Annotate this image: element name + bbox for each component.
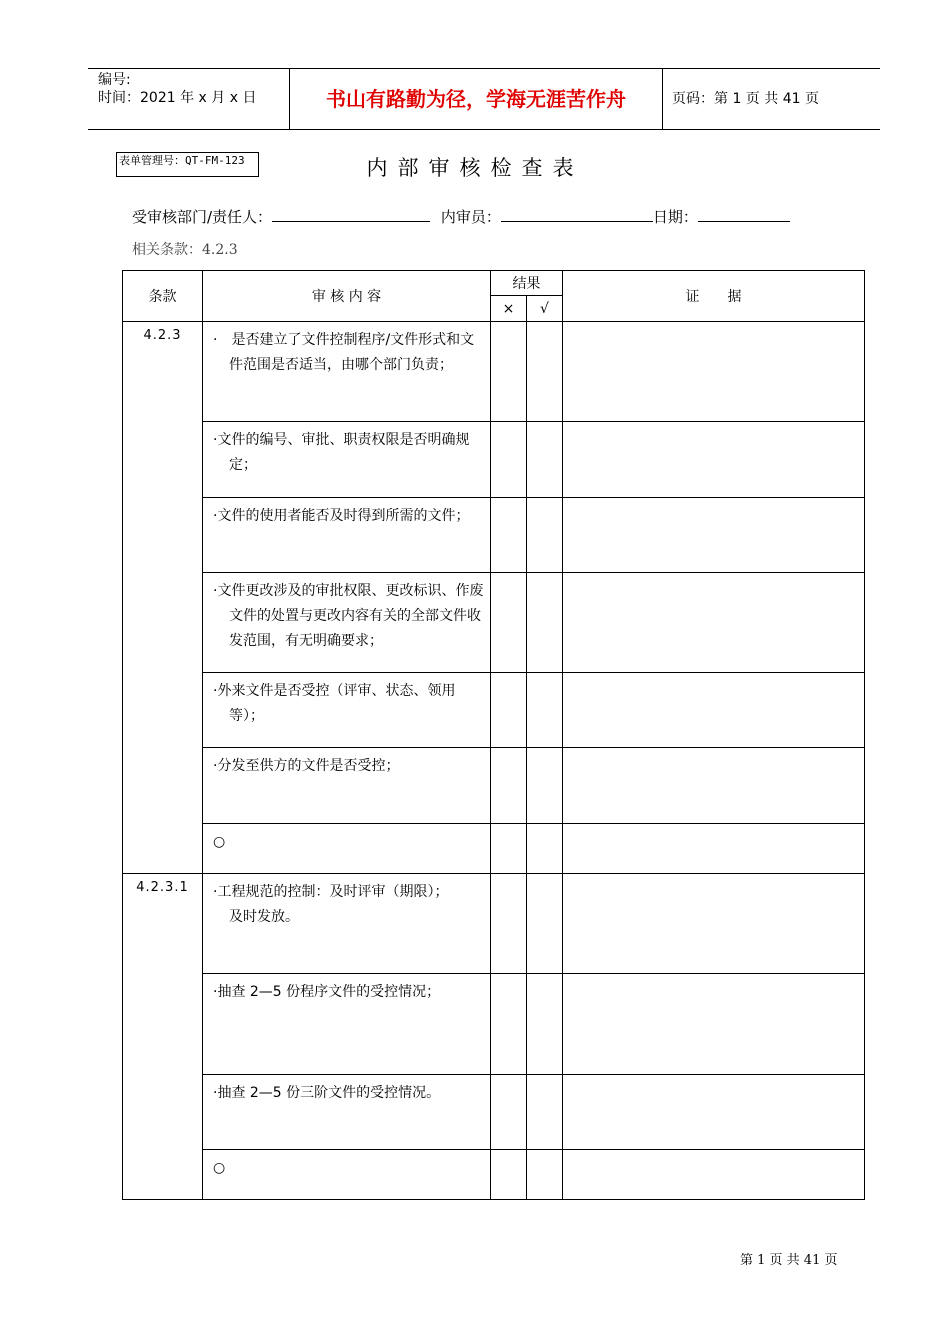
table-row	[123, 824, 865, 874]
result-fail-cell[interactable]	[491, 824, 527, 874]
header-pass: √	[527, 296, 563, 322]
result-pass-cell[interactable]	[527, 322, 563, 422]
header-motto: 书山有路勤为径，学海无涯苦作舟	[326, 87, 626, 111]
header-result: 结果	[491, 271, 563, 296]
table-row	[123, 1075, 865, 1150]
evidence-cell[interactable]	[563, 824, 865, 874]
evidence-cell[interactable]	[563, 748, 865, 824]
table-row	[123, 673, 865, 748]
table-row	[123, 322, 865, 422]
result-pass-cell[interactable]	[527, 422, 563, 498]
header-divider	[662, 69, 663, 129]
audit-item	[203, 1075, 491, 1150]
evidence-cell[interactable]	[563, 673, 865, 748]
audit-item-text: ·分发至供方的文件是否受控；	[213, 758, 400, 774]
audit-item-text: ·工程规范的控制：及时评审（期限）； 及时发放。	[213, 884, 449, 925]
result-pass-cell[interactable]	[527, 824, 563, 874]
result-fail-cell[interactable]	[491, 874, 527, 974]
result-fail-cell[interactable]	[491, 974, 527, 1075]
result-pass-cell[interactable]	[527, 874, 563, 974]
audit-item	[203, 874, 491, 974]
header-page-info: 页码：第 1 页 共 41 页	[672, 91, 819, 107]
result-fail-cell[interactable]	[491, 1075, 527, 1150]
audit-item	[203, 498, 491, 573]
result-fail-cell[interactable]	[491, 1150, 527, 1200]
result-pass-cell[interactable]	[527, 1150, 563, 1200]
page-title: 内部审核检查表	[366, 156, 584, 180]
number-label: 编号:	[98, 72, 131, 88]
result-fail-cell[interactable]	[491, 498, 527, 573]
audit-item-text: ·抽查 2—5 份程序文件的受控情况；	[213, 984, 441, 1000]
audit-item-text: ○	[213, 834, 226, 850]
evidence-cell[interactable]	[563, 322, 865, 422]
audit-item-text: ○	[213, 1160, 226, 1176]
table-header-row	[123, 271, 865, 296]
department-field[interactable]	[272, 205, 430, 222]
time-label: 时间：2021 年 x 月 x 日	[98, 90, 257, 106]
audit-item	[203, 322, 491, 422]
audit-item-text: ·外来文件是否受控（评审、状态、领用等）；	[213, 683, 456, 724]
header-evidence: 证 据	[563, 271, 865, 322]
audit-item	[203, 1150, 491, 1200]
audit-item	[203, 422, 491, 498]
table-row	[123, 874, 865, 974]
audit-item-text: ·文件更改涉及的审批权限、更改标识、作废文件的处置与更改内容有关的全部文件收发范围，有无明确要求；	[213, 583, 484, 649]
header-content: 审 核 内 容	[203, 271, 491, 322]
evidence-cell[interactable]	[563, 1150, 865, 1200]
related-clause: 相关条款：4.2.3	[132, 242, 238, 258]
clause-number: 4.2.3	[123, 322, 203, 874]
evidence-cell[interactable]	[563, 1075, 865, 1150]
evidence-cell[interactable]	[563, 498, 865, 573]
result-fail-cell[interactable]	[491, 422, 527, 498]
department-label: 受审核部门/责任人：	[132, 208, 273, 226]
meta-line	[132, 205, 790, 228]
result-fail-cell[interactable]	[491, 748, 527, 824]
header-fail: ×	[491, 296, 527, 322]
evidence-cell[interactable]	[563, 974, 865, 1075]
result-pass-cell[interactable]	[527, 1075, 563, 1150]
date-label: 日期：	[652, 208, 698, 226]
evidence-cell[interactable]	[563, 874, 865, 974]
audit-item	[203, 824, 491, 874]
audit-item	[203, 573, 491, 673]
auditor-field[interactable]	[501, 205, 653, 222]
result-pass-cell[interactable]	[527, 673, 563, 748]
form-number: 表单管理号：QT-FM-123	[116, 152, 259, 177]
audit-item-text: ·文件的使用者能否及时得到所需的文件；	[213, 508, 470, 524]
result-pass-cell[interactable]	[527, 748, 563, 824]
result-pass-cell[interactable]	[527, 974, 563, 1075]
table-row	[123, 498, 865, 573]
evidence-cell[interactable]	[563, 573, 865, 673]
audit-item	[203, 748, 491, 824]
auditor-label: 内审员：	[440, 208, 501, 226]
table-row	[123, 573, 865, 673]
result-fail-cell[interactable]	[491, 322, 527, 422]
result-pass-cell[interactable]	[527, 498, 563, 573]
audit-item-text: · 是否建立了文件控制程序/文件形式和文件范围是否适当，由哪个部门负责；	[213, 332, 475, 373]
table-row	[123, 422, 865, 498]
audit-item-text: ·抽查 2—5 份三阶文件的受控情况。	[213, 1085, 441, 1101]
date-field[interactable]	[698, 205, 790, 222]
header-clause: 条款	[123, 271, 203, 322]
table-row	[123, 974, 865, 1075]
result-fail-cell[interactable]	[491, 673, 527, 748]
result-pass-cell[interactable]	[527, 573, 563, 673]
clause-number: 4.2.3.1	[123, 874, 203, 1200]
page-footer: 第 1 页 共 41 页	[740, 1253, 838, 1268]
result-fail-cell[interactable]	[491, 573, 527, 673]
table-row	[123, 748, 865, 824]
page-header	[88, 68, 880, 130]
audit-item	[203, 673, 491, 748]
audit-item	[203, 974, 491, 1075]
header-left	[98, 71, 256, 107]
table-row	[123, 1150, 865, 1200]
audit-item-text: ·文件的编号、审批、职责权限是否明确规定；	[213, 432, 470, 473]
audit-checklist-table	[122, 270, 865, 1200]
evidence-cell[interactable]	[563, 422, 865, 498]
